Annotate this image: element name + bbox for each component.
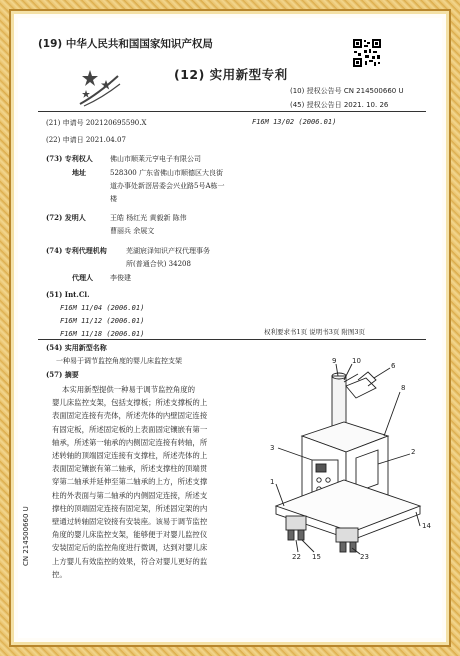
publication-date: (45) 授权公告日 2021. 10. 26 — [290, 101, 389, 109]
intcl-2: F16M 11/12 (2006.01) — [60, 317, 145, 325]
filing-date: (22) 申请日 2021.04.07 — [46, 136, 126, 144]
address-label: 地址 — [72, 168, 86, 177]
agent-name: 李俊建 — [110, 274, 131, 282]
abstract-line: 柱的外表面与第二轴承的内侧固定连接，所述支 — [52, 490, 208, 500]
agency-line-1: 芜湖宸泽知识产权代理事务 — [126, 247, 210, 255]
figure-reference-numeral: 1 — [270, 478, 275, 486]
abstract-line: 述转轴的顶端固定连接有支撑柱，所述壳体的上 — [52, 451, 208, 460]
address-line-2: 道办事处新滘居委会兴业路5号A栋一 — [110, 182, 225, 190]
abstract-line: 表面固定镶嵌有第二轴承，所述支撑柱的顶端贯 — [52, 464, 208, 474]
figure-reference-numeral: 22 — [292, 553, 301, 561]
office-name: (19) 中华人民共和国国家知识产权局 — [38, 38, 213, 50]
abstract-line: 控。 — [52, 569, 67, 579]
abstract-line: 有固定板，所述固定板的上表面固定镶嵌有第一 — [52, 424, 208, 434]
qr-code-icon — [352, 38, 382, 68]
utility-model-title: 一种易于调节监控角度的婴儿床监控支架 — [56, 357, 182, 365]
claims-pages-info: 权利要求书1页 说明书3页 附图3页 — [264, 328, 366, 336]
application-number: (21) 申请号 202120695590.X — [46, 119, 147, 127]
cnipa-logo-icon — [76, 64, 122, 108]
agent-label: 代理人 — [72, 273, 93, 282]
abstract-line: 上方婴儿有效监控的效果，符合对婴儿更好的监 — [52, 556, 208, 566]
agency-line-2: 所(普通合伙) 34208 — [126, 260, 191, 268]
figure-reference-numeral: 14 — [422, 522, 431, 530]
abstract-label: (57) 摘要 — [46, 370, 79, 379]
abstract-line: 壁通过转轴固定铰接有安装座。该易于调节监控 — [52, 517, 208, 526]
abstract-line: 安装固定后的监控角度进行微调，达到对婴儿床 — [52, 543, 208, 553]
abstract-line: 婴儿床监控支架，包括支撑板；所述支撑板的上 — [52, 398, 208, 408]
abstract-line: 撑柱的顶端固定连接有固定架，所述固定架的内 — [52, 503, 208, 513]
side-publication-number: CN 214500660 U — [22, 506, 30, 566]
abstract-line: 本实用新型提供一种易于调节监控角度的 — [62, 385, 196, 394]
inventors-label: (72) 发明人 — [46, 213, 86, 222]
patent-document — [18, 18, 442, 638]
intcl-label: (51) Int.Cl. — [46, 290, 90, 299]
address-line-1: 528300 广东省佛山市顺德区大良街 — [110, 169, 223, 177]
address-line-3: 楼 — [110, 195, 117, 203]
ipc-classification-main: F16M 13/02 (2006.01) — [252, 118, 337, 126]
abstract-line: 角度的婴儿床监控支架，能够便于对婴儿监控仪 — [52, 530, 208, 540]
abstract-line: 轴承，所述第一轴承的内侧固定连接有转轴，所 — [52, 437, 208, 447]
figure-reference-numeral: 6 — [391, 362, 396, 370]
figure-reference-numeral: 8 — [401, 384, 406, 392]
patentee-name: 佛山市顺莱元亨电子有限公司 — [110, 155, 201, 163]
inventors-line-1: 王皓 杨红光 黄毅新 陈伟 — [110, 214, 187, 222]
document-type: (12) 实用新型专利 — [174, 67, 288, 82]
header-divider — [38, 111, 426, 112]
patentee-label: (73) 专利权人 — [46, 154, 93, 163]
abstract-line: 穿第二轴承并延伸至第二轴承的上方，所述支撑 — [52, 477, 208, 487]
agency-label: (74) 专利代理机构 — [46, 246, 107, 255]
figure-reference-numeral: 2 — [411, 448, 416, 456]
figure-reference-numeral: 3 — [270, 444, 275, 452]
intcl-3: F16M 11/18 (2006.01) — [60, 330, 145, 338]
publication-number: (10) 授权公告号 CN 214500660 U — [290, 87, 404, 95]
intcl-1: F16M 11/04 (2006.01) — [60, 304, 145, 312]
biblio-divider — [38, 339, 426, 340]
figure-reference-numeral: 15 — [312, 553, 321, 561]
figure-reference-numeral: 10 — [352, 357, 361, 365]
figure-reference-numeral: 9 — [332, 357, 337, 365]
inventors-line-2: 曹丽兵 余展文 — [110, 227, 155, 235]
title-label: (54) 实用新型名称 — [46, 343, 107, 352]
figure-reference-numeral: 23 — [360, 553, 369, 561]
abstract-line: 表面固定连接有壳体，所述壳体的内壁固定连接 — [52, 411, 208, 421]
abstract-drawing — [240, 356, 440, 561]
